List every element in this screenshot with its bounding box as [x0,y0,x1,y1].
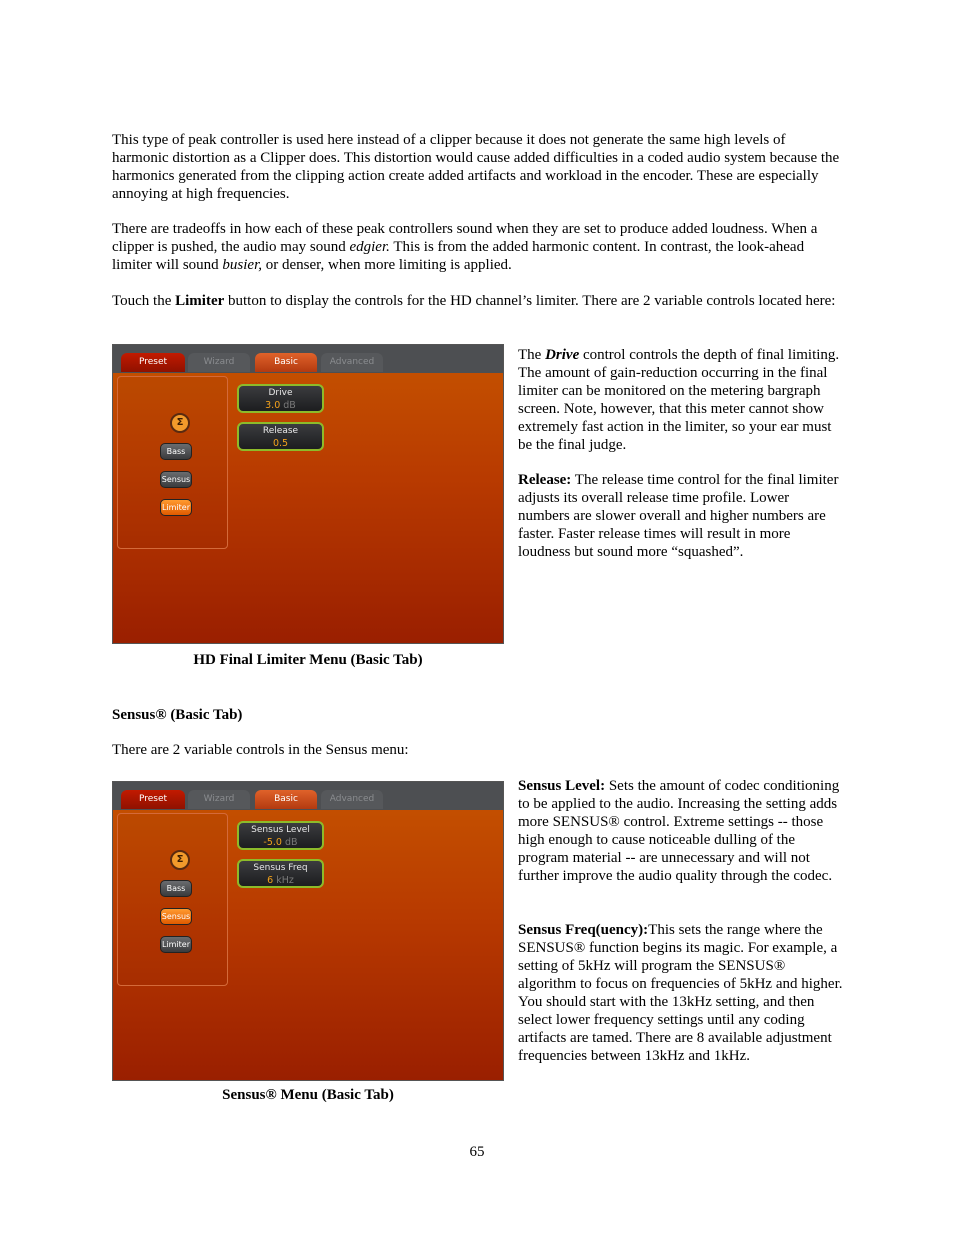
drive-description [518,346,844,454]
tab-wizard[interactable]: Wizard [188,353,250,372]
text-run: or denser, when more limiting is applied. [262,257,512,273]
tab-bar [113,782,503,810]
text-run: The [518,347,546,363]
release-description [518,471,844,561]
sensus-level-unit: dB [285,837,298,848]
italic-term: edgier. [349,239,390,255]
text-run: There are tradeoffs in how each of these peak controllers sound when they are set to produce added loudness. When a clipper is pushed, the audio may sound [112,221,818,255]
bass-button[interactable]: Bass [160,880,192,897]
tab-preset[interactable]: Preset [121,790,185,809]
paragraph-tradeoffs [112,220,842,274]
italic-term: busier, [222,257,263,273]
tab-basic[interactable]: Basic [255,353,317,372]
sensus-freq-term: Sensus Freq(uency): [518,922,649,938]
text-run: control controls the depth of final limiting. The amount of gain-reduction occurring in the final limiter can be monitored on the metering bargraph screen. Note, however, that this meter cannot show extremely fast action in the limiter, so your ear must be the final judge. [518,347,840,453]
sensus-button[interactable]: Sensus [160,471,192,488]
bass-button[interactable]: Bass [160,443,192,460]
figure-caption-sensus: Sensus® Menu (Basic Tab) [222,1087,394,1103]
tab-preset[interactable]: Preset [121,353,185,372]
tab-advanced[interactable]: Advanced [321,353,383,372]
drive-term: Drive [545,347,580,363]
drive-unit: dB [283,400,296,411]
text-run: This is from the added harmonic content. In contrast, the look-ahead limiter will sound [112,239,805,273]
bold-term: Limiter [175,293,225,309]
drive-label: Drive [268,388,293,398]
figure-caption-limiter: HD Final Limiter Menu (Basic Tab) [193,652,423,668]
limiter-button[interactable]: Limiter [160,499,192,516]
sensus-level-label: Sensus Level [251,825,310,835]
section-panel [117,813,228,986]
limiter-menu-screenshot [112,344,504,644]
text-run: Sets the amount of codec conditioning to be applied to the audio. Increasing the setting adds more SENSUS® control. Extreme settings -- those high enough to cause noticeable dulling of the program material -- are unnecessary and will not further improve the audio quality through the codec. [518,778,840,884]
page-number: 65 [469,1144,485,1160]
sensus-freq-value: 6 [267,875,274,886]
sensus-intro: There are 2 variable controls in the Sensus menu: [112,742,409,758]
sensus-freq-description [518,921,844,1065]
text-run: This sets the range where the SENSUS® function begins its magic. For example, a setting of 5kHz will program the SENSUS® algorithm to focus on frequencies of 5kHz and higher. You should start with the 13kHz setting, and then select lower frequency settings until any coding artifacts are tamed. There are 8 available adjustment frequencies between 13kHz and 1kHz. [518,922,843,1064]
text-run: Touch the [112,293,176,309]
text-run: button to display the controls for the HD channel’s limiter. There are 2 variable controls located here: [224,293,836,309]
release-control[interactable] [237,422,324,451]
section-heading-sensus: Sensus® (Basic Tab) [112,707,243,723]
sensus-freq-control[interactable] [237,859,324,888]
sigma-icon: Σ [170,413,190,433]
sensus-level-term: Sensus Level: [518,778,606,794]
text-run: The release time control for the final limiter adjusts its overall release time profile. Lower numbers are slower overall and higher numbers are faster. Faster release times will result in more loudness but sound more “squashed”. [518,472,839,560]
section-panel [117,376,228,549]
sensus-freq-label: Sensus Freq [253,863,308,873]
tab-wizard[interactable]: Wizard [188,790,250,809]
tab-advanced[interactable]: Advanced [321,790,383,809]
release-label: Release [262,426,299,436]
tab-basic[interactable]: Basic [255,790,317,809]
release-value: 0.5 [272,438,289,449]
sigma-icon: Σ [170,850,190,870]
sensus-level-value: -5.0 [263,837,282,848]
sensus-menu-screenshot [112,781,504,1081]
limiter-button[interactable]: Limiter [160,936,192,953]
sensus-button[interactable]: Sensus [160,908,192,925]
sensus-freq-unit: kHz [276,875,294,886]
paragraph-limiter-button [112,292,842,310]
release-term: Release: [518,472,572,488]
sensus-level-control[interactable] [237,821,324,850]
drive-value: 3.0 [265,400,281,411]
drive-control[interactable] [237,384,324,413]
paragraph-peak-controller: This type of peak controller is used here instead of a clipper because it does not generate the same high levels of harmonic distortion as a Clipper does. This distortion would cause added difficulties in a coded audio system because the harmonics generated from the clipping action create added artifacts and workload in the encoder. These are especially annoying at high frequencies. [112,132,840,202]
sensus-level-description [518,777,844,885]
tab-bar [113,345,503,373]
